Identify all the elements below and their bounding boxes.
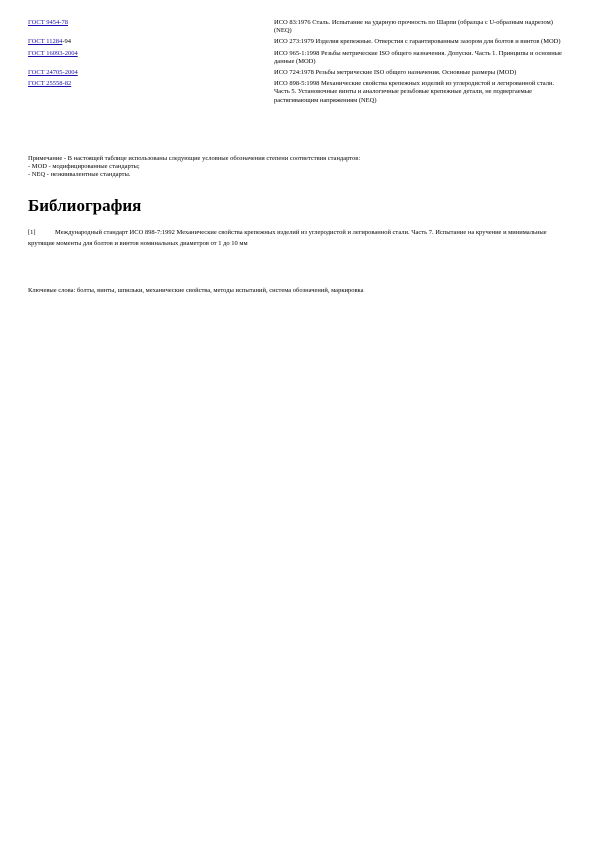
bibliography-heading: Библиография [28,196,142,215]
note-line: - NEQ - неэквивалентные стандарты. [28,171,131,179]
bibliography-entry [28,228,558,249]
gost-cell [28,38,274,49]
bibliography-entry-number: [1] [28,229,36,236]
iso-standard-cell: ИСО 724:1978 Резьбы метрические ISO общего назначения. Основные размеры (MOD) [274,69,517,77]
gost-link[interactable]: ГОСТ 25558-82 [28,80,72,88]
table-row [28,19,580,38]
note-line: Примечание - В настоящей таблице использованы следующие условные обозначения степени соответствия стандартов: [28,155,361,162]
note-line: - MOD - модифицированные стандарты; [28,163,140,171]
gost-link[interactable]: ГОСТ 16093-2004 [28,49,78,57]
keywords: Ключевые слова: болты, винты, шпильки, механические свойства, методы испытаний, система обозначений, маркировка [28,287,364,294]
gost-link[interactable]: ГОСТ 24705-2004 [28,69,78,77]
gost-link[interactable]: ГОСТ 11284 [28,38,63,46]
gost-suffix: -94 [62,38,71,46]
table-row [28,69,580,80]
iso-standard-cell: ИСО 965-1:1998 Резьбы метрические ISO общего назначения. Допуски. Часть 1. Принципы и основные данные (MOD) [274,49,562,65]
table-row [28,50,580,69]
iso-standard-cell: ИСО 273:1979 Изделия крепежные. Отверстия с гарантированным зазором для болтов и винтов (MOD) [274,38,561,46]
iso-standard-cell: ИСО 83:1976 Сталь. Испытание на ударную прочность по Шарпи (образцы с U-образным надрезом) (NEQ) [274,19,553,35]
gost-cell [28,80,274,108]
reference-standards-table [28,19,580,108]
bibliography-entry-text: Международный стандарт ИСО 898-7:1992 Механические свойства крепежных изделий из углеродистой и легированной стали. Часть 7. Испытание на кручение и минимальные крутящие моменты для болтов и винтов номинальных диаметров от 1 до 10 мм [28,229,547,247]
table-row [28,38,580,49]
table-row [28,80,580,108]
gost-cell [28,50,274,69]
gost-cell [28,69,274,80]
iso-standard-cell: ИСО 898-5:1998 Механические свойства крепежных изделий из углеродистой и легированной стали. Часть 5. Установочные винты и аналогичные резьбовые крепежные детали, не подвергаемые растягивающим напряжениям (NEQ) [274,80,555,104]
gost-cell [28,19,274,38]
table-note [28,155,568,180]
gost-link[interactable]: ГОСТ 9454-78 [28,19,68,26]
